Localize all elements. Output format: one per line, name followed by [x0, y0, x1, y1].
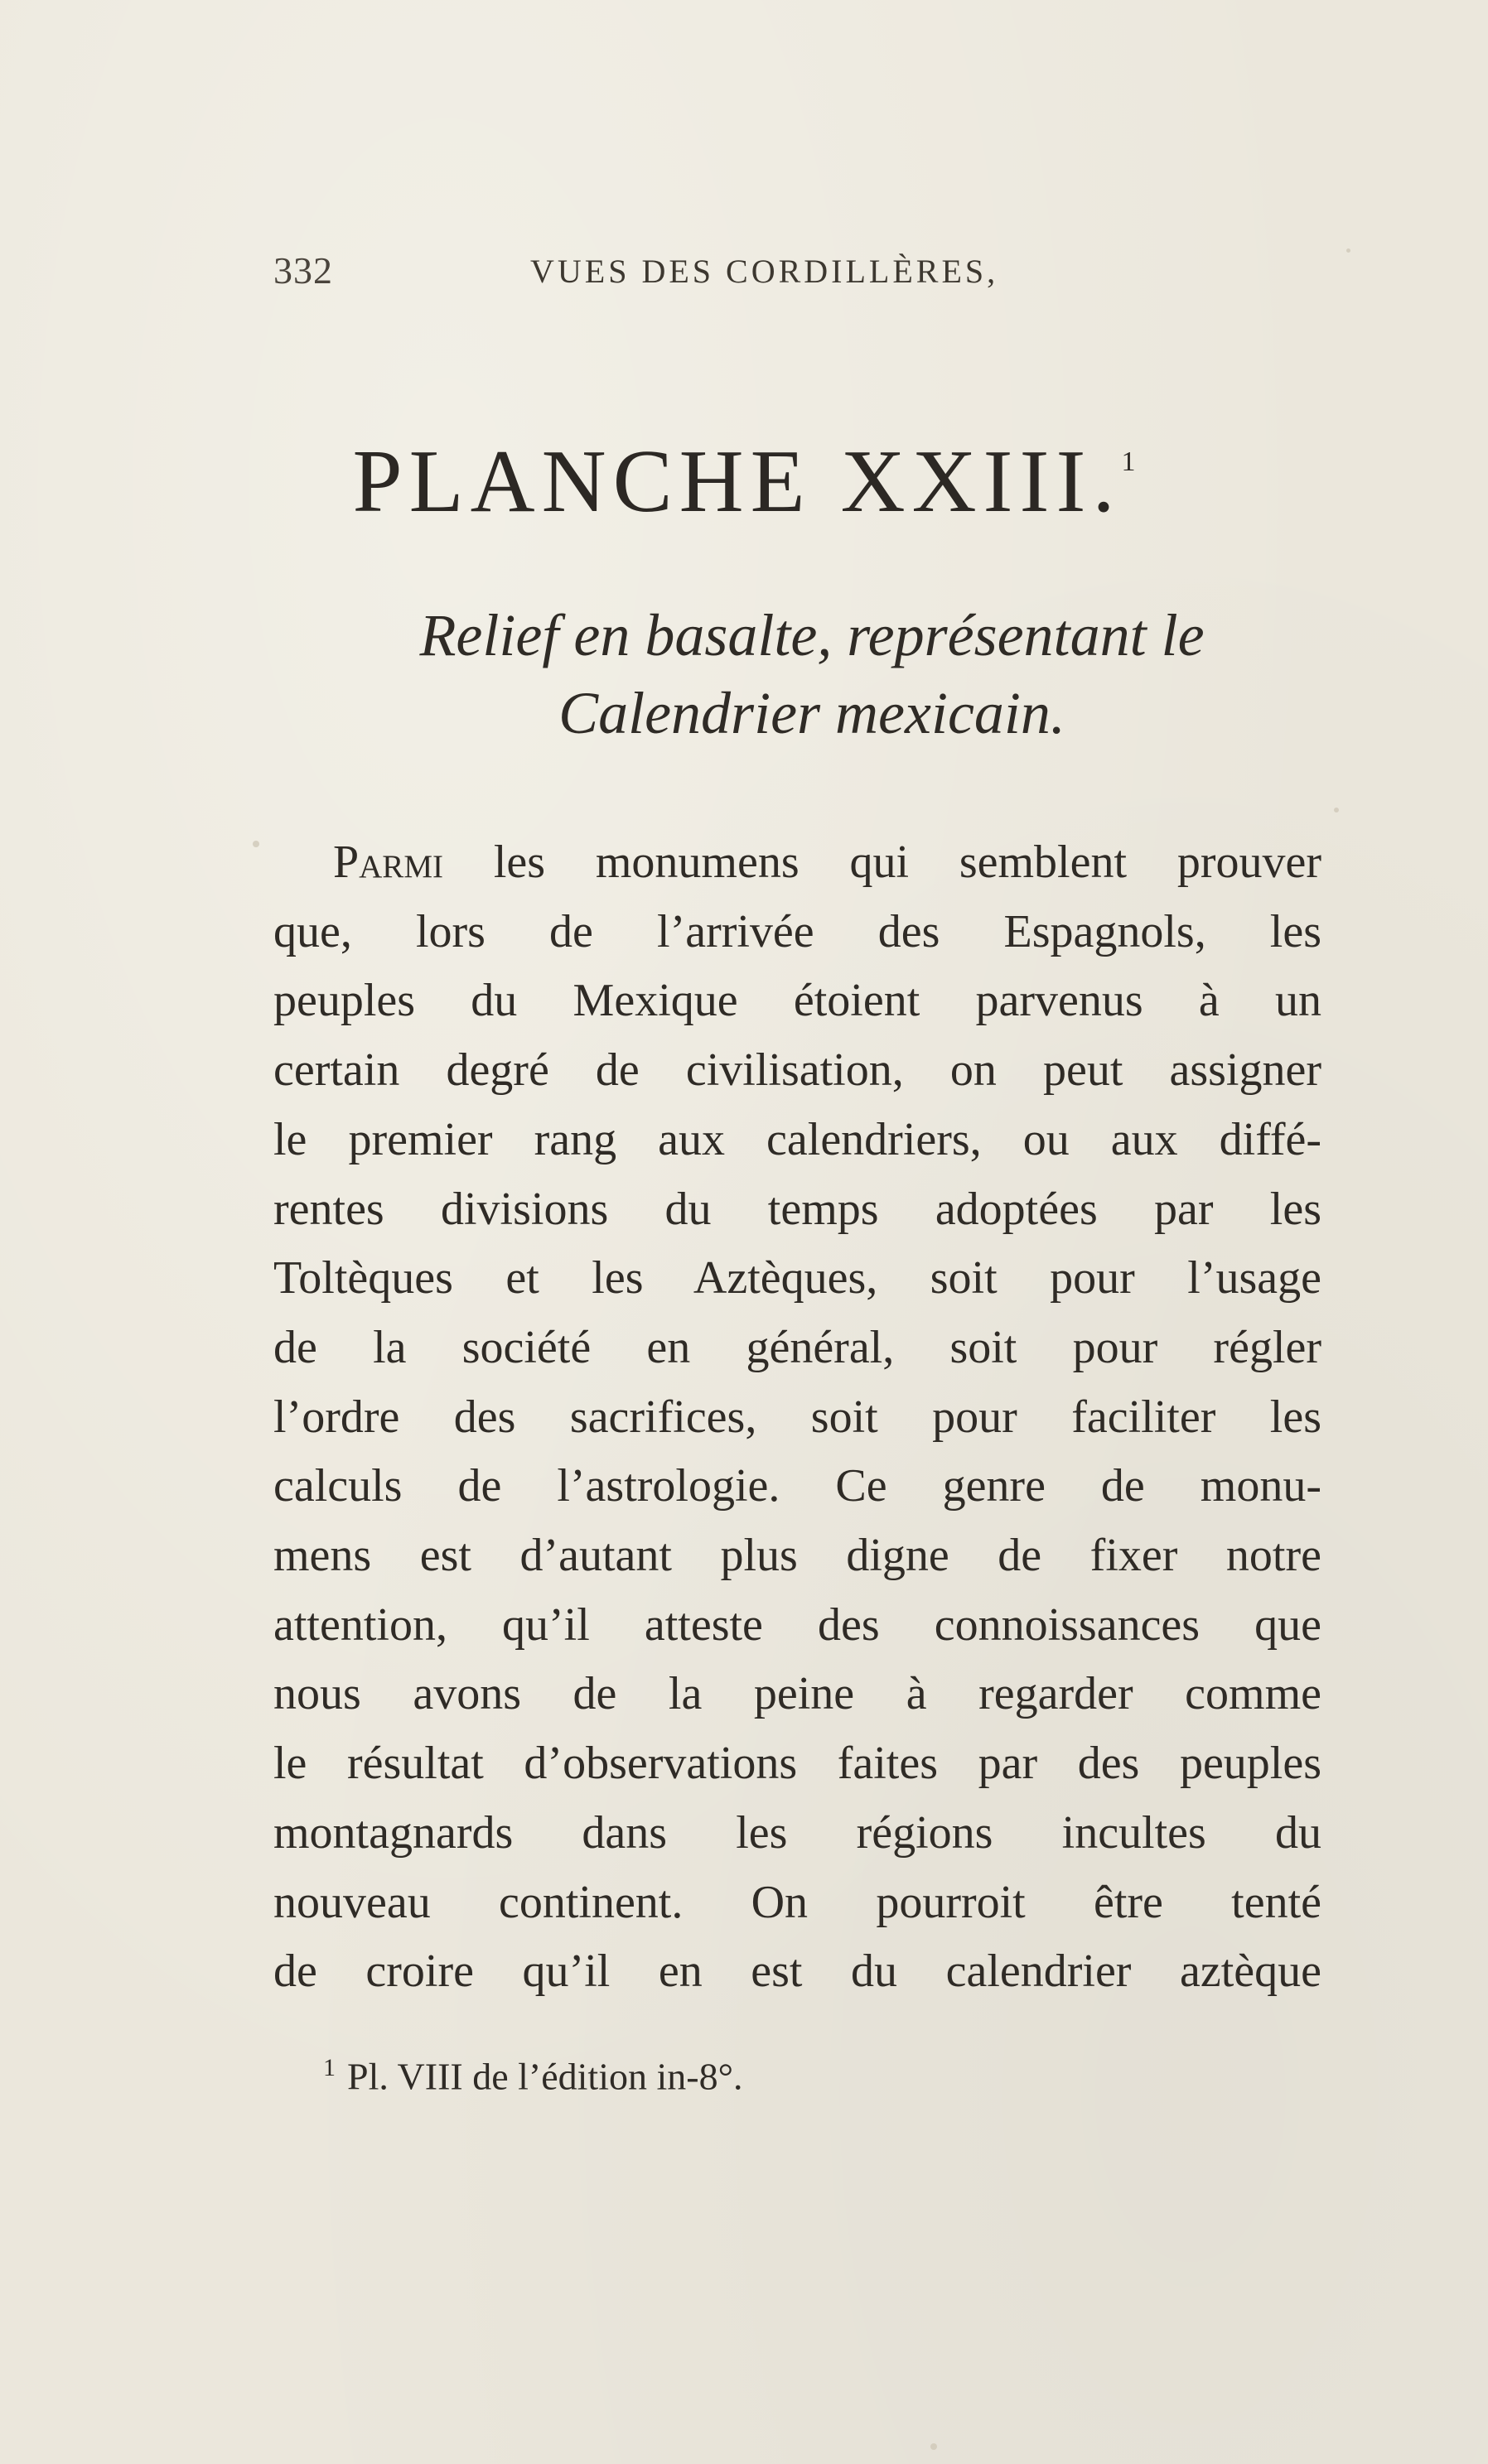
initial-word: Parmi: [333, 837, 443, 888]
page-header: [273, 248, 1342, 298]
footnote-reference: 1: [1121, 446, 1136, 477]
body-line: de la société en général, soit pour régler: [273, 1321, 1321, 1373]
body-line: attention, qu’il atteste des connoissances que: [273, 1598, 1321, 1651]
body-line: que, lors de l’arrivée des Espagnols, les: [273, 905, 1321, 957]
body-line: nouveau continent. On pourroit être tenté: [273, 1876, 1321, 1928]
plate-title-text: PLANCHE XXIII.: [352, 432, 1122, 531]
footnote-marker: 1: [323, 2054, 336, 2081]
paper-speck: [1346, 248, 1350, 253]
footnote-text: Pl. VIII de l’édition in-8°.: [347, 2055, 743, 2098]
body-line: rentes divisions du temps adoptées par les: [273, 1183, 1321, 1235]
page-number: 332: [273, 249, 333, 292]
running-head: VUES DES CORDILLÈRES,: [530, 253, 999, 290]
plate-subtitle: [273, 596, 1350, 752]
subtitle-line-1: Relief en basalte, représentant le: [419, 602, 1205, 668]
body-line: mens est d’autant plus digne de fixer notre: [273, 1530, 1321, 1582]
paper-speck: [1334, 808, 1339, 812]
footnote: [323, 2054, 742, 2098]
paper-speck: [930, 2443, 937, 2450]
body-line: nous avons de la peine à regarder comme: [273, 1668, 1321, 1720]
subtitle-line-2: Calendrier mexicain.: [558, 680, 1065, 746]
paper-speck: [253, 841, 259, 847]
body-line: Toltèques et les Aztèques, soit pour l’usage: [273, 1252, 1321, 1304]
body-line: montagnards dans les régions incultes du: [273, 1806, 1321, 1859]
body-line: certain degré de civilisation, on peut assigner: [273, 1044, 1321, 1097]
body-line: calculs de l’astrologie. Ce genre de monu-: [273, 1460, 1321, 1512]
body-line: Parmi les monumens qui semblent prouver: [333, 837, 1321, 888]
body-line: le résultat d’observations faites par des peuples: [273, 1738, 1321, 1790]
body-line: le premier rang aux calendriers, ou aux diffé-: [273, 1113, 1321, 1165]
body-line: l’ordre des sacrifices, soit pour faciliter les: [273, 1391, 1321, 1443]
body-paragraph: [273, 828, 1321, 2007]
plate-title: [0, 431, 1488, 533]
body-line: de croire qu’il en est du calendrier aztèque: [273, 1946, 1321, 1998]
body-line: peuples du Mexique étoient parvenus à un: [273, 975, 1321, 1027]
